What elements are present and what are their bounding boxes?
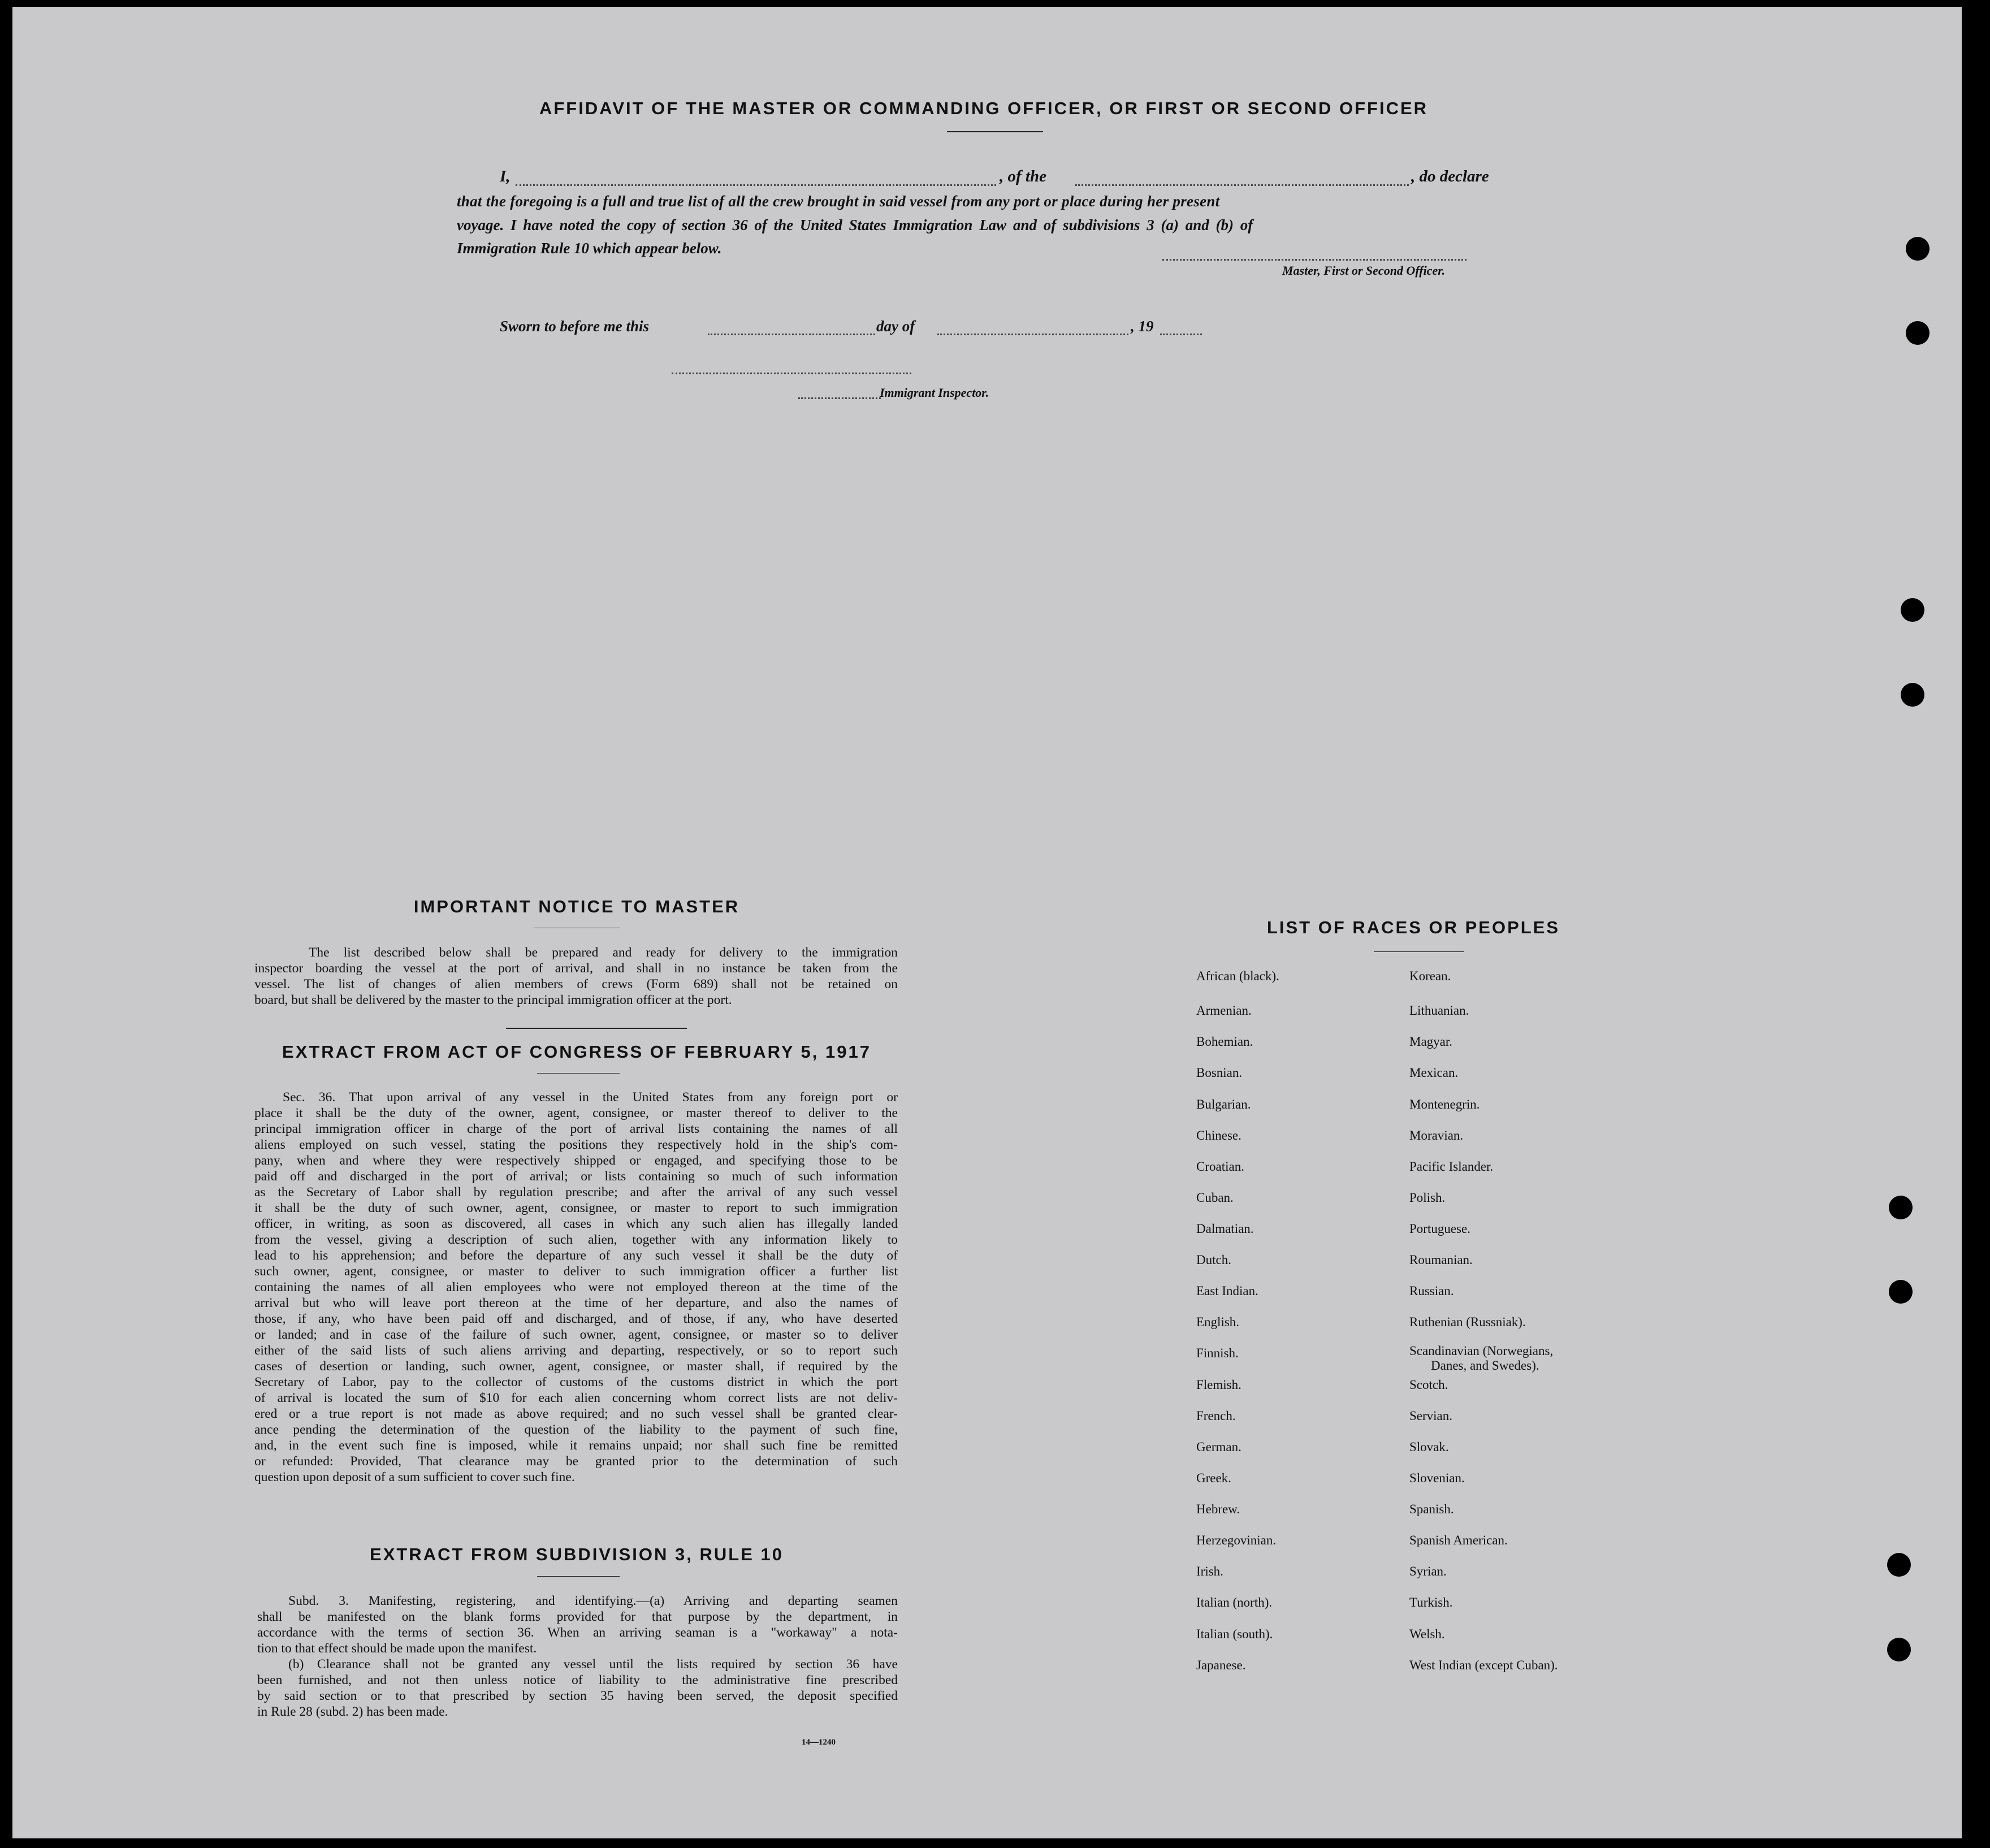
act-line: or landed; and in case of the failure of such owner, agent, consignee, or master so to deliver <box>254 1327 898 1342</box>
race-item: Greek. <box>1196 1471 1231 1485</box>
act-line: such owner, agent, consignee, or master to deliver to such immigration officer a further list <box>254 1264 898 1279</box>
races-title: LIST OF RACES OR PEOPLES <box>1266 917 1560 937</box>
binder-hole <box>1887 1638 1911 1661</box>
act-line: either of the said lists of such aliens arriving and departing, respectively, or so to report such <box>254 1343 898 1358</box>
race-item: Portuguese. <box>1409 1222 1470 1236</box>
form-number: 14—1240 <box>802 1738 836 1747</box>
signer-label: Master, First or Second Officer. <box>1282 263 1446 278</box>
act-line: Sec. 36. That upon arrival of any vessel in the United States from any foreign port or <box>283 1090 898 1105</box>
name-blank[interactable] <box>516 184 996 186</box>
affidavit-i-label: I, <box>500 167 511 185</box>
race-item: Bulgarian. <box>1196 1097 1251 1111</box>
race-item: Mexican. <box>1409 1066 1459 1080</box>
race-item: Italian (north). <box>1196 1595 1273 1609</box>
race-item: Welsh. <box>1409 1627 1445 1641</box>
notice-title: IMPORTANT NOTICE TO MASTER <box>413 897 740 916</box>
act-line: of arrival is located the sum of $10 for each alien concerning whom correct lists are not deliv- <box>254 1391 898 1405</box>
act-line: arrival but who will leave port thereon at the time of her departure, and also the names of <box>254 1296 898 1310</box>
race-item: Montenegrin. <box>1409 1097 1480 1111</box>
race-item: Finnish. <box>1196 1346 1239 1360</box>
race-item: Roumanian. <box>1409 1253 1473 1267</box>
race-item: Croatian. <box>1196 1159 1244 1174</box>
race-item: German. <box>1196 1440 1241 1454</box>
race-item: Pacific Islander. <box>1409 1159 1494 1174</box>
race-item: Armenian. <box>1196 1003 1252 1018</box>
race-item: Cuban. <box>1196 1191 1234 1205</box>
act-line: cases of desertion or landing, such owner, agent, consignee, or master shall, if required by the <box>254 1359 898 1374</box>
race-item-continued: Danes, and Swedes). <box>1431 1358 1539 1373</box>
race-item: Scandinavian (Norwegians, <box>1409 1344 1554 1358</box>
rule-line: tion to that effect should be made upon the manifest. <box>257 1641 537 1656</box>
race-item: Turkish. <box>1409 1595 1453 1609</box>
binder-hole <box>1901 683 1924 707</box>
act-line: principal immigration officer in charge of the port of arrival lists containing the names of all <box>254 1122 898 1136</box>
act-extract-title: EXTRACT FROM ACT OF CONGRESS OF FEBRUARY 5, 1917 <box>282 1042 871 1062</box>
race-item: Dutch. <box>1196 1253 1231 1267</box>
act-line: place it shall be the duty of the owner, agent, consignee, or master thereof to deliver to the <box>254 1106 898 1120</box>
title-divider <box>947 131 1043 132</box>
sworn-day-blank[interactable] <box>708 334 875 335</box>
notice-line: The list described below shall be prepared and ready for delivery to the immigration <box>309 945 898 960</box>
race-item: Flemish. <box>1196 1378 1241 1392</box>
rule-divider <box>537 1576 620 1577</box>
race-item: Spanish. <box>1409 1502 1454 1516</box>
race-item: Spanish American. <box>1409 1533 1508 1547</box>
inspector-signature-blank[interactable] <box>672 373 911 374</box>
race-item: English. <box>1196 1315 1240 1329</box>
act-line: paid off and discharged in the port of arrival; or lists containing so much of such information <box>254 1169 898 1184</box>
affidavit-body-line: voyage. I have noted the copy of section 36 of the United States Immigration Law and of subdivisions 3 (a) and (b) of <box>457 217 1253 233</box>
binder-hole <box>1901 598 1924 622</box>
race-item: African (black). <box>1196 969 1279 983</box>
vessel-blank[interactable] <box>1075 184 1409 186</box>
act-line: ance pending the determination of the question of the liability to the payment of such fine, <box>254 1422 898 1437</box>
act-line: containing the names of all alien employees who were not employed thereon at the time of the <box>254 1280 898 1295</box>
act-line: pany, when and where they were respectively shipped or engaged, and specifying those to be <box>254 1153 898 1168</box>
races-divider <box>1374 951 1464 952</box>
rule-line: shall be manifested on the blank forms provided for that purpose by the department, in <box>257 1609 898 1624</box>
sworn-label: Sworn to before me this <box>500 318 650 335</box>
binder-hole <box>1887 1553 1911 1577</box>
race-item: Polish. <box>1409 1191 1446 1205</box>
race-item: Bosnian. <box>1196 1066 1243 1080</box>
notice-line: vessel. The list of changes of alien members of crews (Form 689) shall not be retained on <box>254 977 898 992</box>
affidavit-body-line: that the foregoing is a full and true list of all the crew brought in said vessel from any port or place during her present <box>457 193 1220 210</box>
notice-line: board, but shall be delivered by the master to the principal immigration officer at the port. <box>254 993 732 1007</box>
declare-label: , do declare <box>1411 167 1489 185</box>
act-line: question upon deposit of a sum sufficient to cover such fine. <box>254 1470 575 1485</box>
race-item: Syrian. <box>1409 1564 1447 1578</box>
act-divider <box>537 1073 620 1074</box>
day-of-label: day of <box>876 318 915 335</box>
binder-hole <box>1889 1280 1913 1304</box>
race-item: West Indian (except Cuban). <box>1409 1658 1558 1672</box>
race-item: French. <box>1196 1409 1236 1423</box>
act-line: those, if any, who have been paid off and discharged, and of those, if any, who have deserted <box>254 1312 898 1326</box>
race-item: Italian (south). <box>1196 1627 1273 1641</box>
of-the-label: , of the <box>1000 167 1046 185</box>
race-item: Hebrew. <box>1196 1502 1240 1516</box>
rule-line: by said section or to that prescribed by section 35 having been served, the deposit specified <box>257 1689 898 1703</box>
act-line: and, in the event such fine is imposed, while it remains unpaid; nor shall such fine be remitted <box>254 1438 898 1453</box>
race-item: Slovak. <box>1409 1440 1449 1454</box>
rule-extract-title: EXTRACT FROM SUBDIVISION 3, RULE 10 <box>370 1544 784 1564</box>
act-line: it shall be the duty of such owner, agent, consignee, or master to report to such immigration <box>254 1201 898 1215</box>
rule-line: Subd. 3. Manifesting, registering, and identifying.—(a) Arriving and departing seamen <box>288 1594 898 1608</box>
notice-line: inspector boarding the vessel at the port of arrival, and shall in no instance be taken from the <box>254 961 898 976</box>
race-item: Russian. <box>1409 1284 1454 1298</box>
rule-line: in Rule 28 (subd. 2) has been made. <box>257 1704 448 1719</box>
act-line: as the Secretary of Labor shall by regulation prescribe; and after the arrival of any such vessel <box>254 1185 898 1200</box>
binder-hole <box>1906 321 1930 345</box>
rule-line: accordance with the terms of section 36. When an arriving seaman is a "workaway" a nota- <box>257 1625 898 1640</box>
binder-hole <box>1906 237 1930 261</box>
affidavit-title: AFFIDAVIT OF THE MASTER OR COMMANDING OFFICER, OR FIRST OR SECOND OFFICER <box>539 98 1429 118</box>
race-item: Bohemian. <box>1196 1035 1253 1049</box>
race-item: Korean. <box>1409 969 1451 983</box>
section-divider <box>506 1028 687 1029</box>
rule-line: been furnished, and not then unless notice of liability to the administrative fine prescribed <box>257 1673 898 1687</box>
race-item: Chinese. <box>1196 1128 1241 1142</box>
race-item: East Indian. <box>1196 1284 1258 1298</box>
act-line: Secretary of Labor, pay to the collector of customs of the customs district in which the port <box>254 1375 898 1390</box>
race-item: Servian. <box>1409 1409 1453 1423</box>
race-item: Herzegovinian. <box>1196 1533 1277 1547</box>
race-item: Dalmatian. <box>1196 1222 1254 1236</box>
act-line: lead to his apprehension; and before the departure of any such vessel it shall be the duty of <box>254 1248 898 1263</box>
race-item: Moravian. <box>1409 1128 1464 1142</box>
year-label: , 19 <box>1131 318 1154 335</box>
signature-blank[interactable] <box>1162 259 1466 261</box>
sworn-month-blank[interactable] <box>937 334 1128 335</box>
act-line: ered or a true report is not made as above required; and no such vessel shall be granted clear- <box>254 1406 898 1421</box>
race-item: Japanese. <box>1196 1658 1246 1672</box>
year-blank[interactable] <box>1160 334 1202 335</box>
binder-hole <box>1889 1196 1913 1219</box>
race-item: Ruthenian (Russniak). <box>1409 1315 1526 1329</box>
inspector-label: Immigrant Inspector. <box>880 386 989 400</box>
race-item: Irish. <box>1196 1564 1223 1578</box>
race-item: Slovenian. <box>1409 1471 1465 1485</box>
act-line: from the vessel, giving a description of such alien, together with any information likely to <box>254 1232 898 1247</box>
race-item: Magyar. <box>1409 1035 1453 1049</box>
rule-line: (b) Clearance shall not be granted any vessel until the lists required by section 36 have <box>288 1657 898 1672</box>
race-item: Lithuanian. <box>1409 1003 1469 1018</box>
race-item: Scotch. <box>1409 1378 1448 1392</box>
inspector-name-blank[interactable] <box>798 397 881 399</box>
act-line: aliens employed on such vessel, stating the positions they respectively hold in the ship's com- <box>254 1137 898 1152</box>
act-line: officer, in writing, as soon as discovered, all cases in which any such alien has illegally landed <box>254 1217 898 1231</box>
affidavit-body-line: Immigration Rule 10 which appear below. <box>457 240 722 257</box>
act-line: or refunded: Provided, That clearance may be granted prior to the determination of such <box>254 1454 898 1469</box>
